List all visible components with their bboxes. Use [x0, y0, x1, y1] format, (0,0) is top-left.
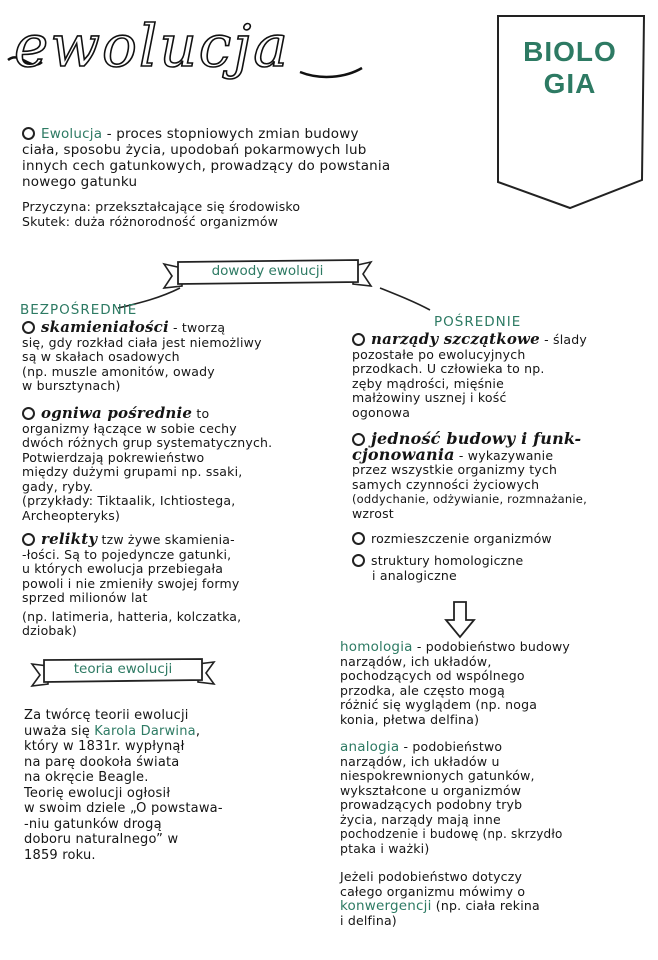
convergence-line: i delfina) — [340, 912, 397, 928]
vestigial-block — [352, 332, 648, 420]
unity-line: samych czynności życiowych — [352, 476, 540, 492]
indirect-heading: POŚREDNIE — [434, 314, 522, 330]
unity-line: wzrost — [352, 505, 394, 521]
analogy-line: pochodzenie i budowę (np. skrzydło — [340, 827, 563, 841]
page-title: ewolucja — [14, 12, 290, 80]
relicts-line: tzw żywe skamienia- — [101, 532, 235, 547]
vestigial-title: narządy szczątkowe — [371, 330, 540, 348]
theory-line: na parę dookoła świata — [24, 754, 180, 770]
fossils-line: w bursztynach) — [22, 378, 121, 393]
convergence-term: konwergencji — [340, 898, 432, 914]
definition-block — [22, 126, 492, 229]
vestigial-line: przodkach. U człowieka to np. — [352, 361, 545, 376]
bullet-circle-icon — [22, 533, 35, 546]
unity-line: - wykazywanie — [458, 447, 554, 463]
homology-line: narządów, ich układów, — [340, 653, 492, 669]
fossils-title: skamieniałości — [41, 318, 169, 336]
vestigial-line: małżowiny usznej i kość — [352, 390, 507, 405]
unity-line: (oddychanie, odżywianie, rozmnażanie, — [352, 492, 587, 506]
homology-block — [340, 640, 646, 727]
bullet-circle-icon — [22, 321, 35, 334]
homology-line: pochodzących od wspólnego — [340, 668, 525, 683]
analogy-line: narządów, ich układów u — [340, 753, 500, 769]
convergence-line: całego organizmu mówimy o — [340, 883, 526, 899]
down-arrow-icon — [444, 600, 476, 640]
theory-block: Za twórcę teorii ewolucji uważa się Karola Darwina, który w 1831r. wypłynął na parę dookoła świata na okręcie Beagle. Teorię ewolucji ogłosił w swoim dziele „O powstawa- -niu gatunków drogą doboru naturalnego” w 1859 roku. — [24, 708, 324, 863]
analogy-line: niespokrewnionych gatunków, — [340, 768, 535, 783]
fossils-line: są w skałach osadowych — [22, 349, 180, 364]
definition-line: innych cech gatunkowych, prowadzący do powstania — [22, 158, 391, 174]
unity-line: przez wszystkie organizmy tych — [352, 462, 558, 477]
analogy-line: wykształcone u organizmów — [340, 782, 522, 798]
vestigial-line: ogonowa — [352, 404, 411, 420]
theory-line: Teorię ewolucji ogłosił — [24, 785, 171, 801]
subject-label: BIOLO GIA — [523, 36, 617, 99]
links-line: Archeopteryks) — [22, 507, 121, 523]
bullet-circle-icon — [352, 333, 365, 346]
definition-line: - proces stopniowych zmian budowy — [106, 126, 359, 142]
structures-line: struktury homologiczne — [371, 553, 524, 568]
links-title: ogniwa pośrednie — [41, 404, 193, 422]
theory-line: na okręcie Beagle. — [24, 770, 149, 785]
vestigial-line: pozostałe po ewolucyjnych — [352, 346, 526, 362]
links-line: między dużymi grupami np. ssaki, — [22, 464, 243, 479]
homology-line: - podobieństwo budowy — [416, 639, 571, 654]
vestigial-line: zęby mądrości, mięśnie — [352, 375, 504, 391]
definition-line: nowego gatunku — [22, 174, 138, 190]
theory-line: 1859 roku. — [24, 847, 96, 863]
unity-title: cjonowania — [352, 444, 455, 464]
bullet-circle-icon — [352, 554, 365, 567]
theory-line: -niu gatunków drogą — [24, 816, 162, 832]
fossils-line: - tworzą — [173, 320, 226, 335]
links-line: to — [196, 406, 210, 421]
relicts-line: powoli i nie zmieniły swojej formy — [22, 575, 240, 591]
definition-effect: Skutek: duża różnorodność organizmów — [22, 213, 279, 229]
links-line: gady, ryby. — [22, 478, 94, 494]
analogy-line: ptaka i ważki) — [340, 840, 430, 856]
links-line: organizmy łączące w sobie cechy — [22, 420, 237, 436]
unity-title: jedność budowy i funk- — [371, 429, 582, 448]
theory-line: uważa się — [24, 723, 90, 739]
relicts-line: (np. latimeria, hatteria, kolczatka, — [22, 608, 242, 624]
fossils-line: (np. muszle amonitów, owady — [22, 363, 215, 379]
relicts-block — [22, 532, 322, 639]
relicts-line: sprzed milionów lat — [22, 590, 148, 605]
relicts-title: relikty — [41, 530, 98, 548]
theory-banner — [28, 656, 218, 690]
homology-line: przodka, ale często mogą — [340, 682, 506, 698]
links-block — [22, 406, 322, 523]
definition-term: Ewolucja — [41, 126, 103, 142]
analogy-line: życia, narządy mają inne — [340, 811, 501, 827]
homology-line: konia, płetwa delfina) — [340, 711, 480, 727]
direct-heading: BEZPOŚREDNIE — [20, 302, 138, 318]
convergence-line: (np. ciała rekina — [435, 898, 540, 913]
theory-line: który w 1831r. wypłynął — [24, 739, 185, 754]
bullet-circle-icon — [352, 532, 365, 545]
analogy-line: - podobieństwo — [403, 739, 503, 754]
analogy-line: prowadzących podobny tryb — [340, 797, 523, 812]
convergence-block — [340, 870, 646, 928]
fossils-block — [22, 320, 322, 394]
definition-cause: Przyczyna: przekształcające się środowisko — [22, 199, 301, 214]
darwin-name: Karola Darwina — [94, 723, 196, 739]
links-line: Potwierdzają pokrewieństwo — [22, 449, 205, 465]
fossils-line: się, gdy rozkład ciała jest niemożliwy — [22, 334, 262, 350]
vestigial-line: - ślady — [544, 332, 587, 347]
theory-line: w swoim dziele „O powstawa- — [24, 801, 223, 816]
relicts-line: -łości. Są to pojedyncze gatunki, — [22, 546, 232, 562]
analogy-block — [340, 740, 646, 856]
relicts-line: u których ewolucja przebiegała — [22, 561, 224, 576]
definition-line: ciała, sposobu życia, upodobań pokarmowych lub — [22, 142, 367, 158]
structures-line: i analogiczne — [372, 567, 457, 583]
bullet-circle-icon — [22, 407, 35, 420]
unity-block — [352, 429, 648, 521]
bullet-circle-icon — [22, 127, 35, 140]
relicts-line: dziobak) — [22, 623, 77, 638]
convergence-line: Jeżeli podobieństwo dotyczy — [340, 869, 523, 884]
links-line: dwóch różnych grup systematycznych. — [22, 435, 273, 450]
subject-badge — [496, 14, 646, 210]
analogy-term: analogia — [340, 739, 400, 755]
homology-line: różnić się wyglądem (np. noga — [340, 697, 538, 712]
theory-line: doboru naturalnego” w — [24, 832, 179, 847]
theory-line: Za twórcę teorii ewolucji — [24, 708, 189, 723]
homology-term: homologia — [340, 639, 413, 655]
theory-banner-label: teoria ewolucji — [73, 661, 173, 677]
structures-item — [352, 554, 648, 583]
distribution-item — [352, 532, 648, 547]
links-line: (przykłady: Tiktaalik, Ichtiostega, — [22, 493, 236, 508]
evidence-banner-label: dowody ewolucji — [211, 263, 324, 279]
distribution-label: rozmieszczenie organizmów — [371, 531, 552, 546]
